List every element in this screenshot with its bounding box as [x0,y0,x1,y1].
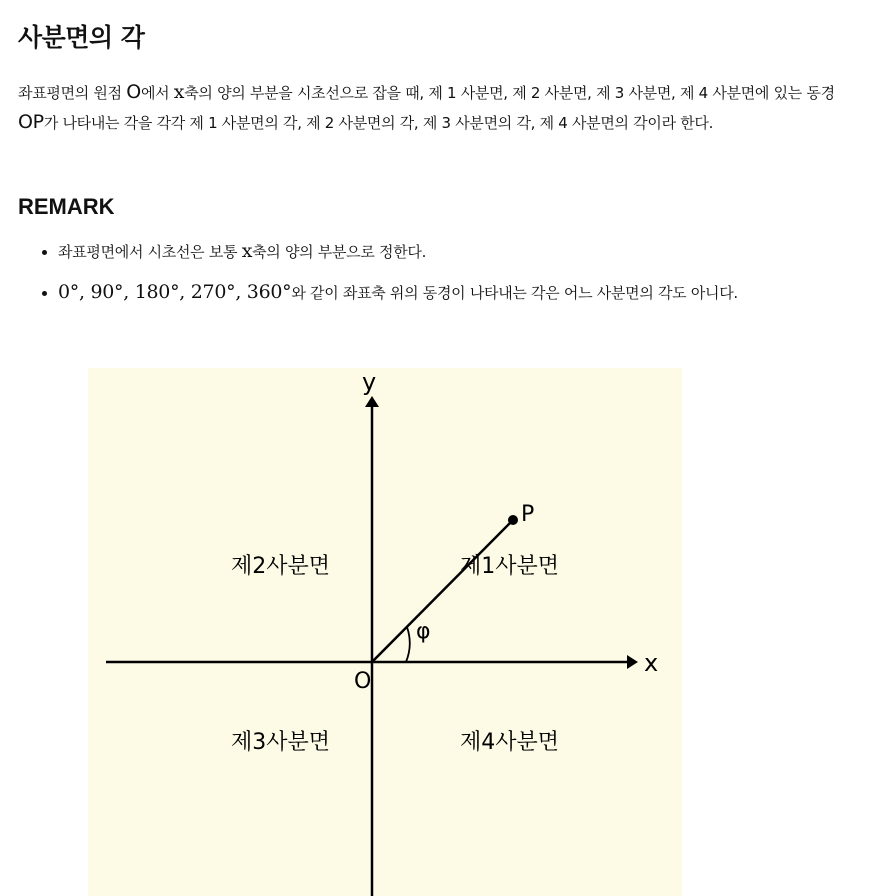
remark-x-symbol: x [241,240,253,262]
origin-label: O [354,669,372,694]
quadrant-4-label: 제4사분면 [460,730,560,755]
quadrant-diagram [88,368,682,896]
axis-x-label: x [644,649,659,677]
definition-text-3: 축의 양의 부분을 시초선으로 잡을 때, 제 1 사분면, 제 2 사분면, 제 3 사분면, 제 4 사분면에 있는 동경 [184,84,835,102]
remark-heading: REMARK [18,194,115,219]
remark-list [40,238,738,306]
point-p [508,515,518,525]
quadrant-1-label: 제1사분면 [460,554,560,579]
remark-item-2-text: 와 같이 좌표축 위의 동경이 나타내는 각은 어느 사분면의 각도 아니다. [291,284,738,302]
remark-item-2 [58,279,738,306]
definition-paragraph [18,78,848,138]
definition-text-1: 좌표평면의 원점 [18,84,127,102]
x-symbol: x [173,81,185,103]
point-p-label: P [521,502,535,527]
remark-item-1-text-2: 축의 양의 부분으로 정한다. [252,243,427,261]
remark-angles: 0°, 90°, 180°, 270°, 360° [58,281,292,303]
origin-symbol: O [126,81,141,103]
page-title: 사분면의 각 [18,23,145,52]
axis-y-label: y [362,368,377,396]
diagram-background [88,368,682,896]
quadrant-3-label: 제3사분면 [231,730,331,755]
remark-item-1 [58,238,738,265]
definition-text-2: 에서 [140,84,174,102]
definition-text-4: 가 나타내는 각을 각각 제 1 사분면의 각, 제 2 사분면의 각, 제 3 사분면의 각, 제 4 사분면의 각이라 한다. [43,114,714,132]
quadrant-2-label: 제2사분면 [231,554,331,579]
angle-label: φ [416,619,431,644]
op-symbol: OP [18,111,44,133]
remark-item-1-text-1: 좌표평면에서 시초선은 보통 [58,243,242,261]
